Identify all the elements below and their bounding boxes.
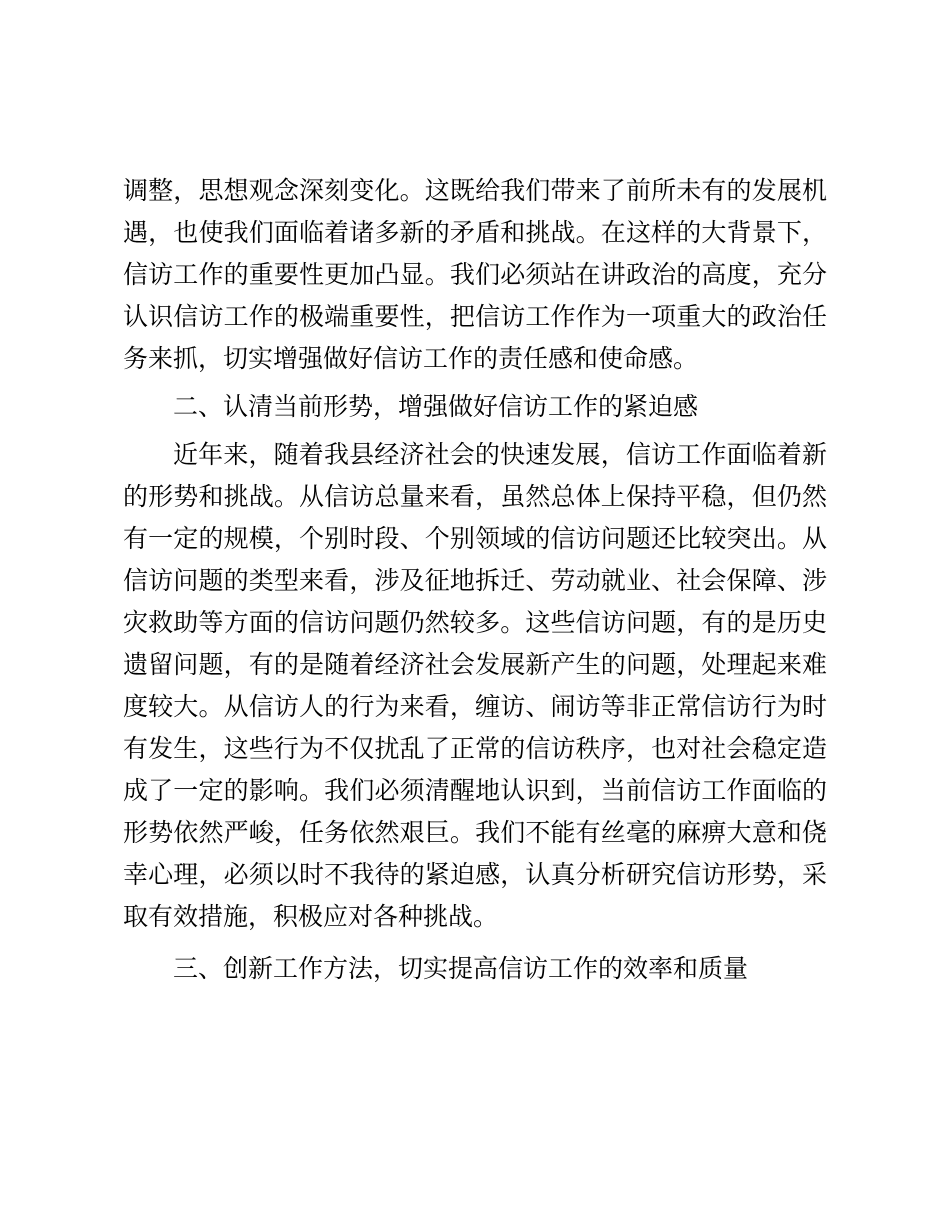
paragraph-line: 认识信访工作的极端重要性，把信访工作作为一项重大的政治任: [123, 302, 827, 331]
paragraph-line: 的形势和挑战。从信访总量来看，虽然总体上保持平稳，但仍然: [123, 482, 827, 511]
paragraph-line: 幸心理，必须以时不我待的紧迫感，认真分析研究信访形势，采: [123, 860, 827, 889]
paragraph-line: 有发生，这些行为不仅扰乱了正常的信访秩序，也对社会稳定造: [123, 734, 827, 763]
paragraph-line: 灾救助等方面的信访问题仍然较多。这些信访问题，有的是历史: [123, 608, 827, 637]
paragraph-continued: [123, 170, 827, 380]
section-heading-3: 三、创新工作方法，切实提高信访工作的效率和质量: [173, 954, 749, 983]
paragraph-line: 有一定的规模，个别时段、个别领域的信访问题还比较突出。从: [123, 524, 827, 553]
paragraph-line: 形势依然严峻，任务依然艰巨。我们不能有丝毫的麻痹大意和侥: [123, 818, 827, 847]
paragraph-line: 务来抓，切实增强做好信访工作的责任感和使命感。: [123, 344, 699, 373]
paragraph-line: 调整，思想观念深刻变化。这既给我们带来了前所未有的发展机: [123, 176, 827, 205]
paragraph-line: 遇，也使我们面临着诸多新的矛盾和挑战。在这样的大背景下，: [123, 218, 827, 247]
paragraph-line: 取有效措施，积极应对各种挑战。: [123, 902, 499, 931]
section-heading-2: 二、认清当前形势，增强做好信访工作的紧迫感: [173, 392, 699, 421]
paragraph-line: 遗留问题，有的是随着经济社会发展新产生的问题，处理起来难: [123, 650, 827, 679]
paragraph-line: 信访问题的类型来看，涉及征地拆迁、劳动就业、社会保障、涉: [123, 566, 827, 595]
paragraph-line: 近年来，随着我县经济社会的快速发展，信访工作面临着新: [173, 440, 827, 469]
paragraph-line: 信访工作的重要性更加凸显。我们必须站在讲政治的高度，充分: [123, 260, 827, 289]
paragraph-situation: [123, 434, 827, 938]
paragraph-line: 成了一定的影响。我们必须清醒地认识到，当前信访工作面临的: [123, 776, 827, 805]
paragraph-line: 度较大。从信访人的行为来看，缠访、闹访等非正常信访行为时: [123, 692, 827, 721]
document-body: [123, 170, 827, 990]
